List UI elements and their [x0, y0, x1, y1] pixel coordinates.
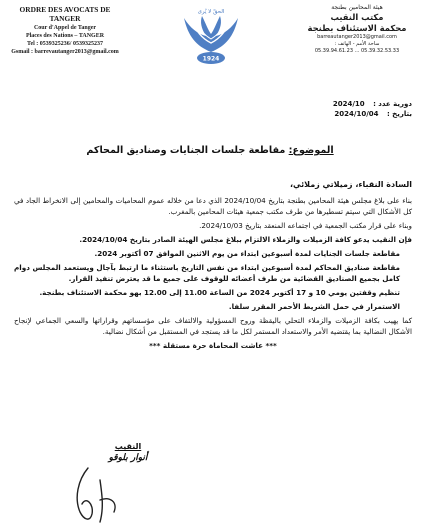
header-left-block: [6, 5, 124, 56]
closing-slogan: *** عاشت المحاماة حرة مستقلة ***: [149, 341, 277, 350]
bullet-item-4: الاستمرار في حمل الشريط الأحمر المقرر سلفا.: [228, 302, 400, 311]
address-fr: Places des Nations – TANGER: [25, 33, 105, 39]
circular-date-label: بتاريخ :: [386, 110, 412, 118]
logo-year: 1924: [202, 55, 220, 63]
phone-ar: 05.39.94.61.23 ... 05.39.32.53.33: [314, 48, 400, 54]
circular-number-value: 2024/10: [332, 100, 365, 108]
bullet-item-3: تنظيم وقفتين يومي 10 و 17 أكتوبر 2024 من الساعة 11.00 إلى 12.00 بهو محكمة الاستئناف بطنجة.: [39, 288, 400, 297]
signatory-title: النقيب: [114, 442, 142, 451]
paragraph-4: كما يهيب بكافة الزميلات والزملاء التحلي باليقظة وروح المسؤولية والالتفاف على مؤسساتهم وقراراتها والسعي الجماعي لإنجاح الأشكال النضالية بما يقتضيه الأمر والاستعداد المستمر لكل ما قد يستجد في المستقبل من أشكال نضالية.: [14, 316, 412, 336]
subject-text: مقاطعة جلسات الجنايات وصناديق المحاكم: [86, 145, 286, 156]
court-fr: Cour d'Appel de Tanger: [33, 25, 97, 31]
subject-label: الموضوع:: [288, 145, 334, 156]
office-title-ar: مكتب النقيب: [330, 12, 384, 22]
salutation: السادة النقباء، زميلاتي زملائي،: [289, 180, 412, 189]
circular-number-label: دورية عدد :: [373, 100, 412, 108]
circular-date-row: [333, 109, 412, 119]
reference-block: [333, 99, 412, 119]
paragraph-2: وبناء على قرار مكتب الجمعية في اجتماعه المنعقد بتاريخ 2024/10/03.: [199, 221, 412, 230]
address-ar: ساحة الأمم - الهاتف :: [334, 41, 380, 47]
header-right-block: [298, 4, 416, 55]
bullet-item-2: مقاطعة صناديق المحاكم لمدة أسبوعين ابتداء من نفس التاريخ باستثناء ما ارتبط بآجال ويستعمد المجلس دوام كامل بجميع الصناديق القضائية من طرف أعضائه للوقوف على جميع ما قد يعترض تنفيذ القرار.: [14, 263, 400, 283]
email-fr: Gsmail : barrevautanger2013@gmail.com: [11, 49, 119, 55]
paragraph-3: فإن النقيب يدعو كافة الزميلات والزملاء الالتزام ببلاغ مجلس الهيئة الصادر بتاريخ 2024/10/04.: [79, 235, 412, 244]
email-ar: barreautanger2013@gmail.com: [317, 34, 397, 40]
org-city-fr: TANGER: [49, 14, 81, 23]
subject-line: [40, 145, 380, 156]
bar-association-logo: [176, 6, 246, 70]
bullet-item-1: مقاطعة جلسات الجنايات لمدة أسبوعين ابتداء من يوم الاثنين الموافق 07 أكتوبر 2024.: [94, 249, 400, 258]
org-name-ar: هيئة المحامين بطنجة: [331, 4, 383, 11]
org-name-fr: ORDRE DES AVOCATS DE: [19, 5, 111, 14]
handwritten-signature: [60, 460, 140, 530]
court-ar: محكمة الاستئناف بطنجة: [307, 23, 407, 33]
phone-fr: Tel : 0539325236/ 0539325237: [27, 41, 103, 47]
circular-date-value: 2024/10/04: [334, 110, 379, 118]
logo-arabic-motto: الحقّ لا يُرى: [197, 9, 225, 15]
letter-body: [14, 195, 412, 354]
circular-number-row: [333, 99, 412, 109]
paragraph-1: بناء على بلاغ مجلس هيئة المحامين بطنجة بتاريخ 2024/10/04 الذي دعا من خلاله عموم المحاميات والمحامين إلى الانخراط الجاد في كل الأشكال التي سيتم تسطيرها من طرف مكتب جمعية هيئات المحامين بالمغرب.: [14, 196, 412, 216]
signatory-name: أنوار بلوقو: [108, 453, 148, 463]
